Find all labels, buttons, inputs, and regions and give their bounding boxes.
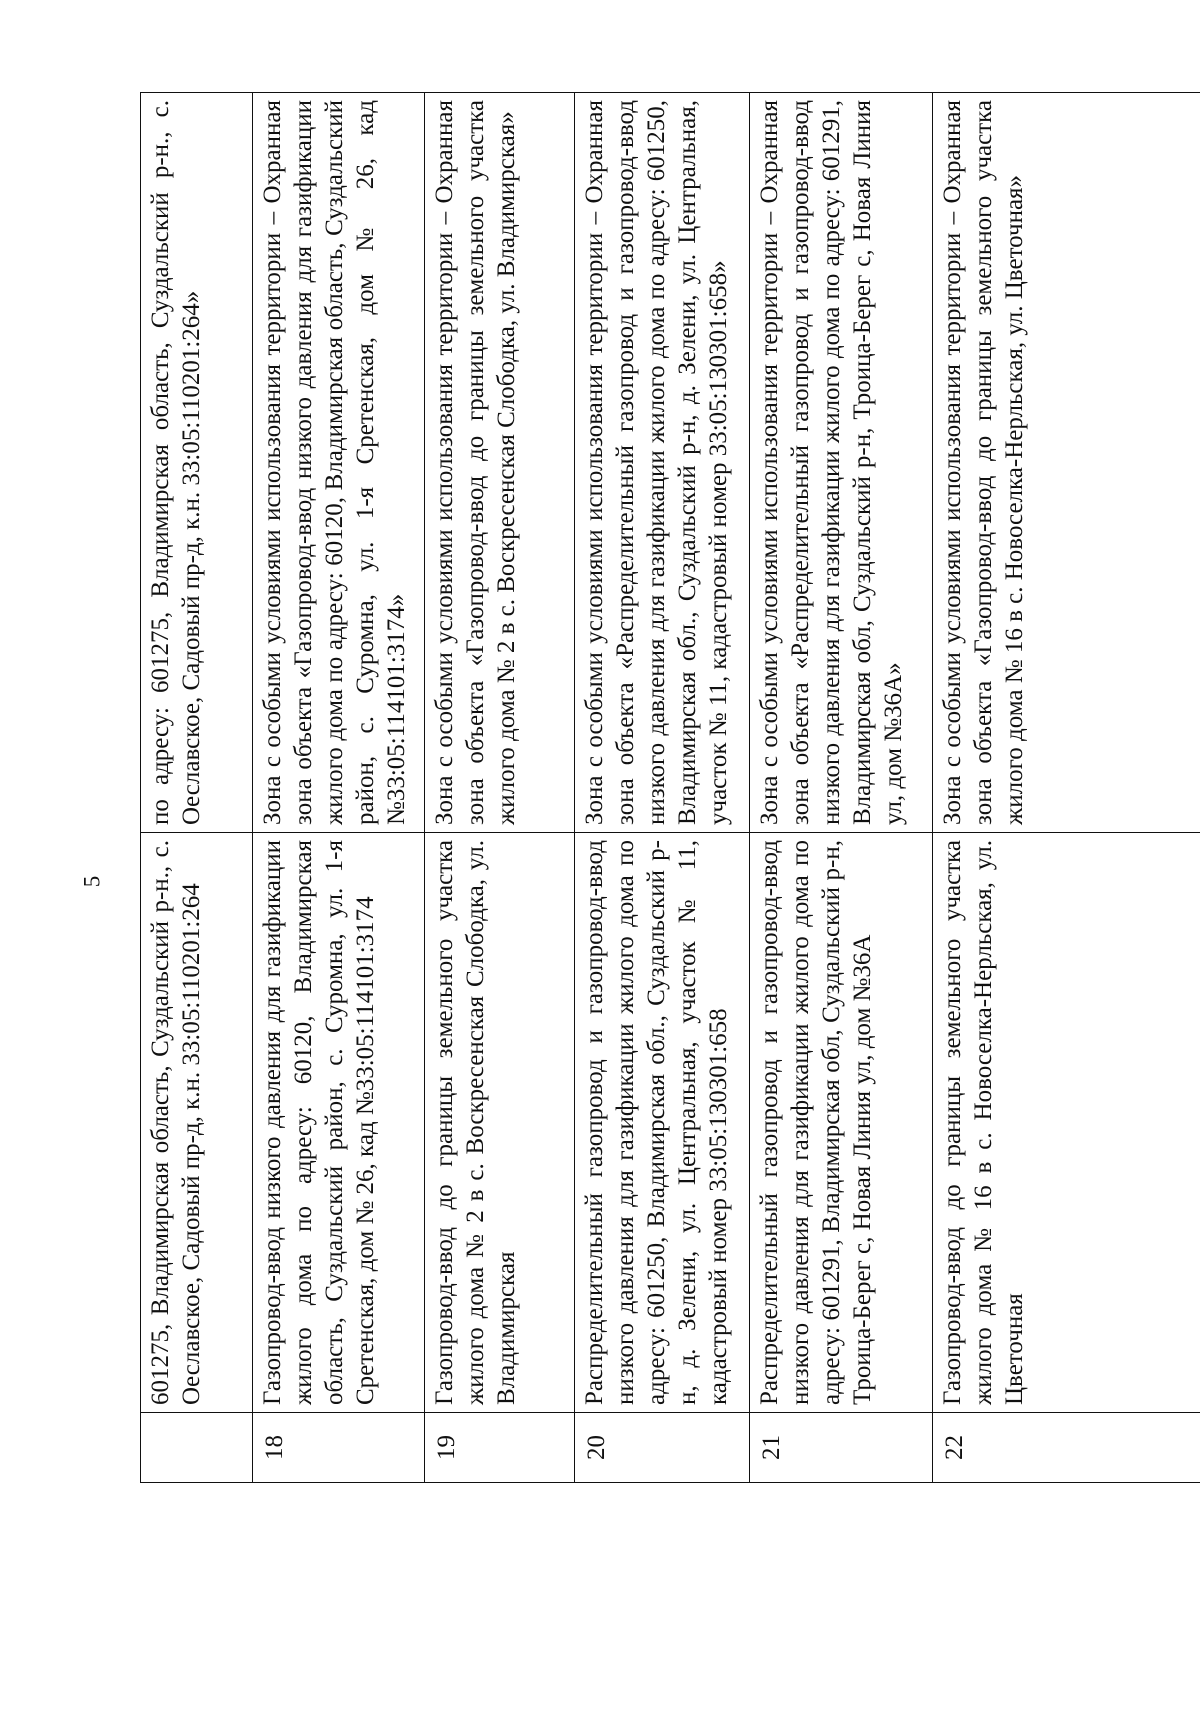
row-number: 20: [575, 1413, 750, 1483]
zone-description: Зона с особыми условиями использования территории – Охранная зона объекта «Распределительный газопровод и газопровод-ввод низкого давления для газификации жилого дома по адресу: 601291, Владимирская обл, Суздальский р-н, Троица-Берег с, Новая Линия ул, дом №36А»: [750, 93, 933, 833]
object-description: Распределительный газопровод и газопровод-ввод низкого давления для газификации жилого дома по адресу: 601250, Владимирская обл., Суздальский р-н, д. Зелени, ул. Центральная, участок № 11, кадастровый номер 33:05:130301:658: [575, 833, 750, 1413]
object-description: Газопровод-ввод низкого давления для газификации жилого дома по адресу: 60120, Владимирская область, Суздальский район, с. Суромна, ул. 1-я Сретенская, дом № 26, кад №33:05:114101:3174: [253, 833, 425, 1413]
table-row: [141, 93, 253, 1483]
table-row: [575, 93, 750, 1483]
row-number: 19: [425, 1413, 575, 1483]
row-number: 22: [933, 1413, 1200, 1483]
object-description: 601275, Владимирская область, Суздальский р-н., с. Оеславское, Садовый пр-д, к.н. 33:05:110201:264: [141, 833, 253, 1413]
zone-description: по адресу: 601275, Владимирская область, Суздальский р-н., с. Оеславское, Садовый пр-д, к.н. 33:05:110201:264»: [141, 93, 253, 833]
table-row: [425, 93, 575, 1483]
objects-table: [140, 92, 1200, 1483]
zone-description: Зона с особыми условиями использования территории – Охранная зона объекта «Газопровод-ввод до границы земельного участка жилого дома № 16 в с. Новоселка-Нерльская, ул. Цветочная»: [933, 93, 1200, 833]
page-number: 5: [79, 875, 105, 888]
row-number: 21: [750, 1413, 933, 1483]
zone-description: Зона с особыми условиями использования территории – Охранная зона объекта «Газопровод-ввод низкого давления для газификации жилого дома по адресу: 60120, Владимирская область, Суздальский район, с. Суромна, ул. 1-я Сретенская, дом № 26, кад №33:05:114101:3174»: [253, 93, 425, 833]
rotated-table-wrapper: [140, 93, 1200, 1483]
table-row: [253, 93, 425, 1483]
object-description: Распределительный газопровод и газопровод-ввод низкого давления для газификации жилого дома по адресу: 601291, Владимирская обл, Суздальский р-н, Троица-Берег с, Новая Линия ул, дом №36А: [750, 833, 933, 1413]
table-row: [933, 93, 1200, 1483]
zone-description: Зона с особыми условиями использования территории – Охранная зона объекта «Распределительный газопровод и газопровод-ввод низкого давления для газификации жилого дома по адресу: 601250, Владимирская обл., Суздальский р-н, д. Зелени, ул. Центральная, участок № 11, кадастровый номер 33:05:130301:658»: [575, 93, 750, 833]
table-row: [750, 93, 933, 1483]
object-description: Газопровод-ввод до границы земельного участка жилого дома № 2 в с. Воскресенская Слободка, ул. Владимирская: [425, 833, 575, 1413]
zone-description: Зона с особыми условиями использования территории – Охранная зона объекта «Газопровод-ввод до границы земельного участка жилого дома № 2 в с. Воскресенская Слободка, ул. Владимирская»: [425, 93, 575, 833]
row-number: 18: [253, 1413, 425, 1483]
object-description: Газопровод-ввод до границы земельного участка жилого дома № 16 в с. Новоселка-Нерльская, ул. Цветочная: [933, 833, 1200, 1413]
row-number: [141, 1413, 253, 1483]
